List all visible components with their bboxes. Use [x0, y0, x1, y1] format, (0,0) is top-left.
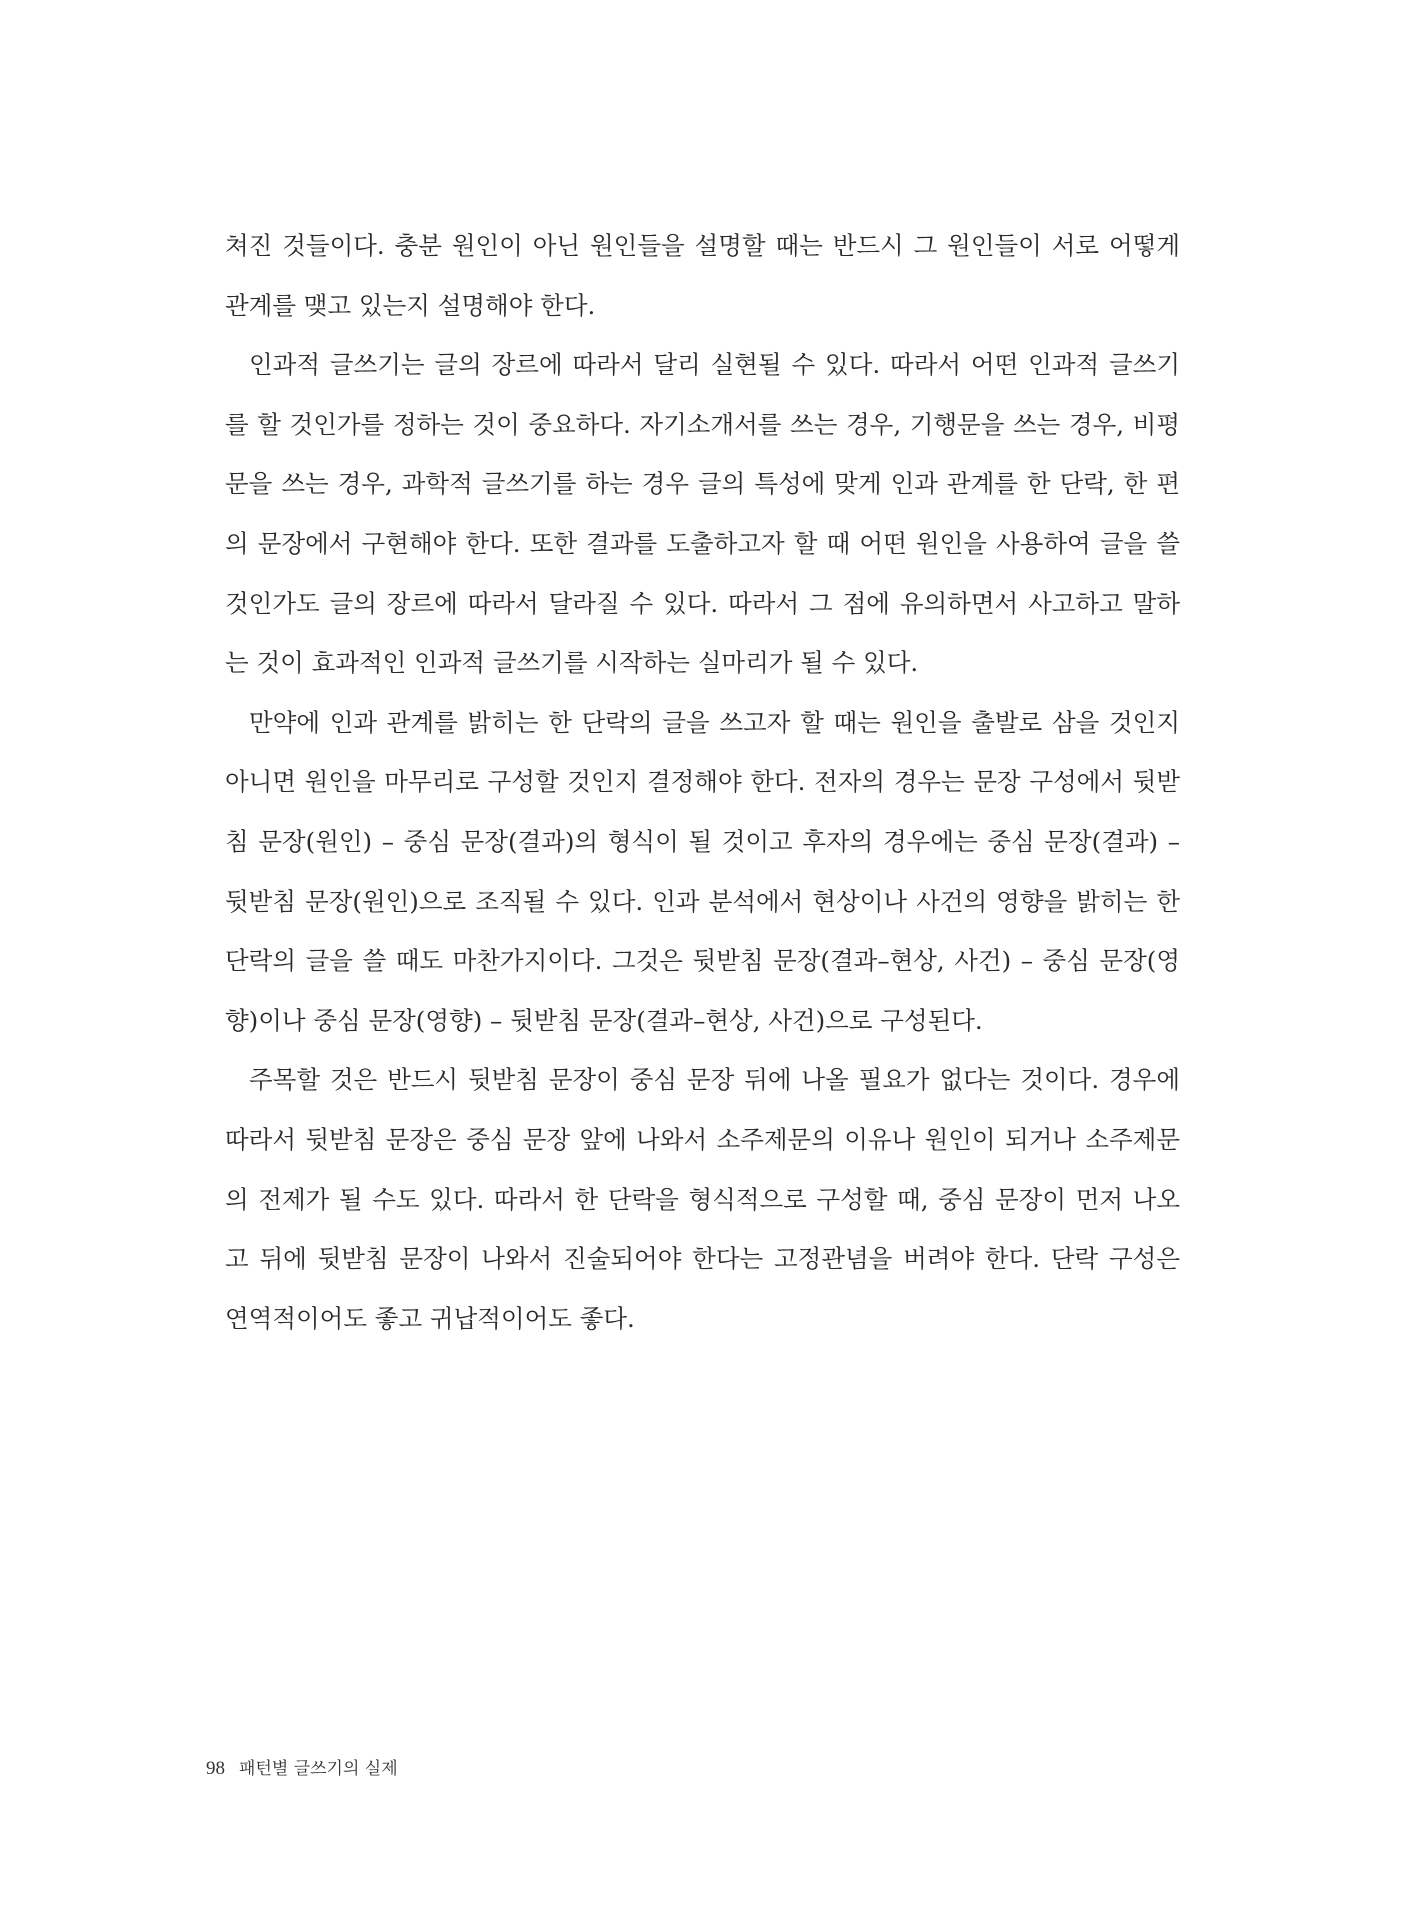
text-line: 인과적 글쓰기는 글의 장르에 따라서 달리 실현될 수 있다. 따라서 어떤 인과적 글쓰기 [249, 350, 1180, 380]
text-line: 문을 쓰는 경우, 과학적 글쓰기를 하는 경우 글의 특성에 맞게 인과 관계를 한 단락, 한 편 [225, 469, 1180, 499]
text-line: 만약에 인과 관계를 밝히는 한 단락의 글을 쓰고자 할 때는 원인을 출발로 삼을 것인지 [249, 707, 1180, 737]
text-line: 쳐진 것들이다. 충분 원인이 아닌 원인들을 설명할 때는 반드시 그 원인들이 서로 어떻게 [225, 231, 1180, 260]
text-line: 향)이나 중심 문장(영향) – 뒷받침 문장(결과–현상, 사건)으로 구성된다. [225, 1005, 983, 1035]
text-line: 관계를 맺고 있는지 설명해야 한다. [225, 290, 596, 320]
body-text [225, 223, 1180, 1355]
page-number: 98 [206, 1758, 225, 1779]
page-footer [206, 1756, 398, 1781]
text-line: 는 것이 효과적인 인과적 글쓰기를 시작하는 실마리가 될 수 있다. [225, 648, 919, 678]
text-line: 연역적이어도 좋고 귀납적이어도 좋다. [225, 1303, 635, 1333]
text-line: 것인가도 글의 장르에 따라서 달라질 수 있다. 따라서 그 점에 유의하면서 사고하고 말하 [225, 588, 1180, 618]
text-line: 아니면 원인을 마무리로 구성할 것인지 결정해야 한다. 전자의 경우는 문장 구성에서 뒷받 [225, 767, 1180, 797]
text-line: 의 문장에서 구현해야 한다. 또한 결과를 도출하고자 할 때 어떤 원인을 사용하여 글을 쓸 [225, 528, 1180, 558]
text-line: 침 문장(원인) – 중심 문장(결과)의 형식이 될 것이고 후자의 경우에는 중심 문장(결과) – [225, 826, 1180, 856]
text-line: 단락의 글을 쓸 때도 마찬가지이다. 그것은 뒷받침 문장(결과–현상, 사건) – 중심 문장(영 [225, 946, 1180, 976]
text-line: 따라서 뒷받침 문장은 중심 문장 앞에 나와서 소주제문의 이유나 원인이 되거나 소주제문 [225, 1124, 1180, 1154]
text-line: 뒷받침 문장(원인)으로 조직될 수 있다. 인과 분석에서 현상이나 사건의 영향을 밝히는 한 [225, 886, 1180, 916]
text-line: 주목할 것은 반드시 뒷받침 문장이 중심 문장 뒤에 나올 필요가 없다는 것이다. 경우에 [249, 1065, 1180, 1095]
text-line: 의 전제가 될 수도 있다. 따라서 한 단락을 형식적으로 구성할 때, 중심 문장이 먼저 나오 [225, 1184, 1180, 1214]
text-line: 고 뒤에 뒷받침 문장이 나와서 진술되어야 한다는 고정관념을 버려야 한다. 단락 구성은 [225, 1244, 1180, 1274]
running-title: 패턴별 글쓰기의 실제 [239, 1759, 398, 1779]
text-line: 를 할 것인가를 정하는 것이 중요하다. 자기소개서를 쓰는 경우, 기행문을 쓰는 경우, 비평 [225, 409, 1180, 439]
